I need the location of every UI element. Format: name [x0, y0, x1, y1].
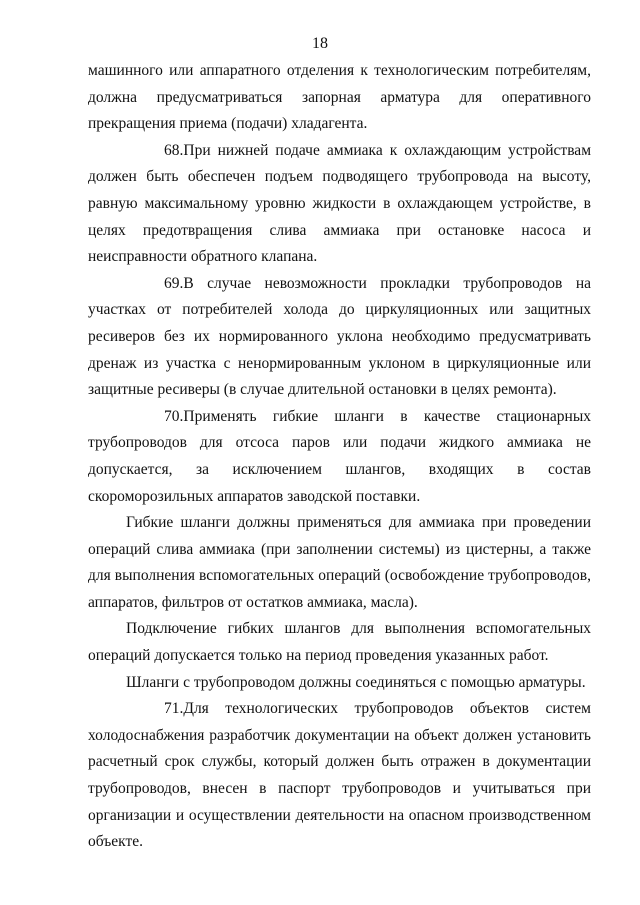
paragraph-text: Применять гибкие шланги в качестве стационарных трубопроводов для отсоса паров или подачи жидкого аммиака не допускается, за исключением шлангов, входящих в состав скороморозильных аппаратов заводской поставки.: [88, 407, 591, 505]
document-body: [88, 58, 591, 856]
paragraph-text: Шланги с трубопроводом должны соединяться с помощью арматуры.: [126, 673, 586, 691]
paragraph-text: Гибкие шланги должны применяться для аммиака при проведении операций слива аммиака (при заполнении системы) из цистерны, а также для выполнения вспомогательных операций (освобождение трубопроводов, аппаратов, фильтров от остатков аммиака, масла).: [88, 514, 591, 611]
paragraph-hose-fittings: [88, 670, 591, 697]
paragraph-text: Для технологических трубопроводов объектов систем холодоснабжения разработчик документации на объект должен установить расчетный срок службы, который должен быть отражен в документации трубопроводов, внесен в паспорт трубопроводов и учитываться при организации и осуществлении деятельности на опасном производственном объекте.: [88, 700, 591, 851]
paragraph-text: Подключение гибких шлангов для выполнения вспомогательных операций допускается только на период проведения указанных работ.: [88, 620, 591, 665]
paragraph-69: [88, 271, 591, 404]
paragraph-text: машинного или аппаратного отделения к технологическим потребителям, должна предусматриваться запорная арматура для оперативного прекращения приема (подачи) хладагента.: [88, 62, 591, 133]
paragraph-number: 69.: [164, 274, 184, 292]
paragraph-continuation: [88, 58, 591, 138]
page-number: 18: [312, 35, 328, 52]
paragraph-text: В случае невозможности прокладки трубопроводов на участках от потребителей холода до циркуляционных или защитных ресиверов без их нормированного уклона необходимо предусматривать дренаж из участка с ненормированным уклоном в циркуляционные или защитные ресиверы (в случае длительной остановки в целях ремонта).: [88, 274, 591, 399]
paragraph-70: [88, 404, 591, 510]
paragraph-71: [88, 696, 591, 856]
paragraph-hose-connection: [88, 616, 591, 669]
paragraph-number: 70.: [164, 407, 184, 425]
paragraph-number: 68.: [164, 141, 184, 159]
paragraph-text: При нижней подаче аммиака к охлаждающим устройствам должен быть обеспечен подъем подводящего трубопровода на высоту, равную максимальному уровню жидкости в охлаждающем устройстве, в целях предотвращения слива аммиака при остановке насоса и неисправности обратного клапана.: [88, 141, 591, 266]
paragraph-68: [88, 138, 591, 271]
paragraph-number: 71.: [164, 700, 184, 718]
paragraph-flexible-hoses: [88, 510, 591, 616]
